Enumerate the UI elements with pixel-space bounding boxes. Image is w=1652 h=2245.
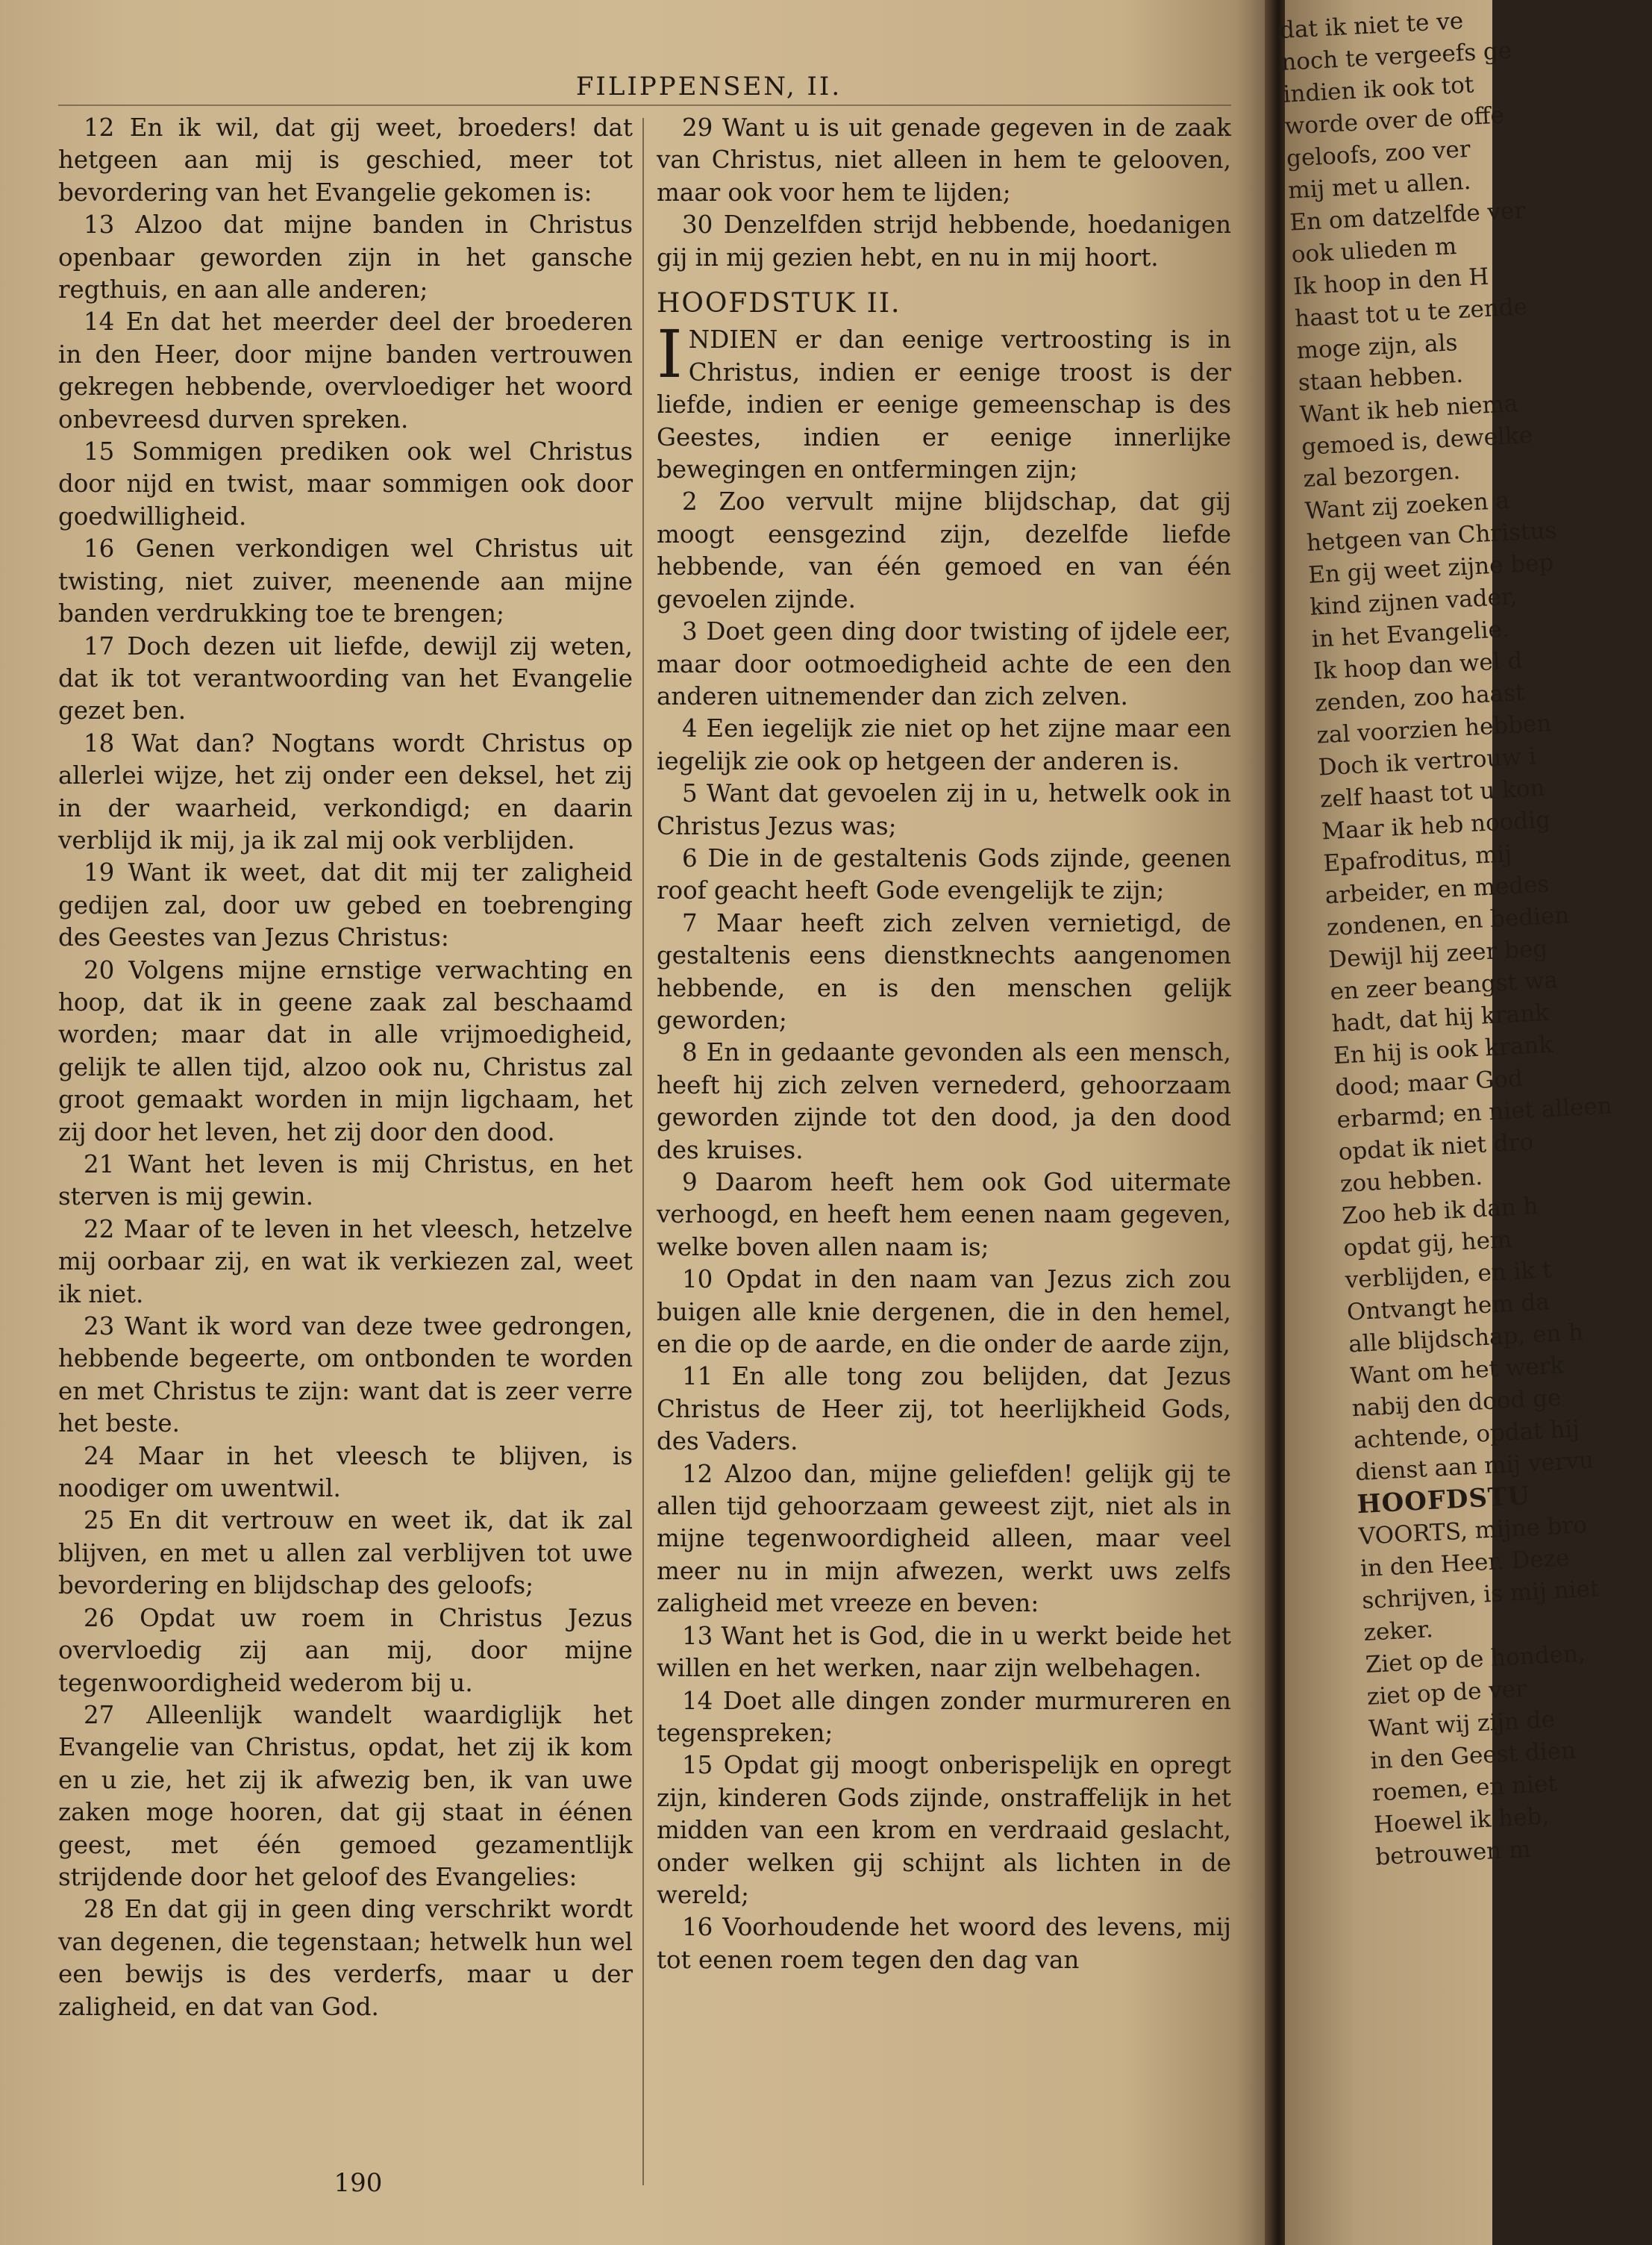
adjacent-line: indien ik ook tot: [1282, 71, 1475, 108]
adjacent-line: en zeer beangst wa: [1329, 967, 1559, 1006]
adjacent-line: kind zijnen vader,: [1309, 583, 1518, 621]
adjacent-line: HOOFDSTU: [1356, 1481, 1531, 1520]
adjacent-line: noch te vergeefs ge: [1280, 37, 1512, 76]
adjacent-line: erbarmd; en niet alleen: [1336, 1092, 1613, 1134]
adjacent-line: En hij is ook krank: [1333, 1031, 1554, 1070]
adjacent-line: zondenen, en bedien: [1326, 902, 1571, 942]
adjacent-line: nabij den dood ge: [1351, 1384, 1562, 1423]
adjacent-line: worde over de offe: [1283, 102, 1505, 140]
verse: 21 Want het leven is mij Christus, en het sterven is mij gewin.: [58, 1150, 633, 1211]
verse: 3 Doet geen ding door twisting of ijdele eer, maar door ootmoedigheid achte de een den anderen uitnemender dan zich zelven.: [657, 617, 1231, 711]
column-rule: [642, 118, 644, 2185]
adjacent-line: Want wij zijn de: [1368, 1705, 1556, 1743]
chapter-heading: HOOFDSTUK II.: [657, 288, 901, 319]
verse: 24 Maar in het vleesch te blijven, is noodiger om uwentwil.: [58, 1441, 633, 1503]
adjacent-line: alle blijdschap, en h: [1348, 1319, 1584, 1358]
adjacent-line: betrouwen m: [1374, 1835, 1532, 1871]
adjacent-line: dood; maar God: [1334, 1064, 1524, 1102]
adjacent-page-text: [1279, 2, 1615, 1873]
adjacent-line: zenden, zoo haast: [1314, 679, 1526, 717]
verse: 14 En dat het meerder deel der broederen in den Heer, door mijne banden vertrouwen gekregen hebbende, overvloediger het woord onbevreesd durven spreken.: [58, 307, 633, 434]
adjacent-page: [1279, 0, 1613, 2245]
verse: 23 Want ik word van deze twee gedrongen, hebbende begeerte, om ontbonden te worden en met Christus te zijn: want dat is zeer verre het beste.: [58, 1312, 633, 1438]
verse: 8 En in gedaante gevonden als een mensch, heeft hij zich zelven vernederd, gehoorzaam geworden zijnde tot den dood, ja den dood des kruises.: [657, 1038, 1231, 1164]
page-number: 190: [334, 2168, 383, 2198]
adjacent-line: Hoewel ik heb,: [1373, 1802, 1551, 1839]
adjacent-line: gemoed is, dewelke: [1301, 422, 1533, 461]
adjacent-line: schrijven, is mij niet: [1361, 1575, 1601, 1615]
adjacent-line: opdat ik niet dro: [1337, 1128, 1535, 1166]
verse: 9 Daarom heeft hem ook God uitermate verhoogd, en heeft hem eenen naam gegeven, welke boven allen naam is;: [657, 1168, 1231, 1261]
adjacent-line: VOORTS, mijne bro: [1357, 1511, 1588, 1551]
adjacent-line: haast tot u te zende: [1294, 293, 1528, 333]
adjacent-line: Epafroditus, mij: [1322, 840, 1512, 878]
verse: 29 Want u is uit genade gegeven in de zaak van Christus, niet alleen in hem te gelooven, maar ook voor hem te lijden;: [657, 113, 1231, 207]
adjacent-line: staan hebben.: [1297, 360, 1464, 397]
header-rule: [58, 104, 1231, 106]
verse: 13 Want het is God, die in u werkt beide het willen en het werken, naar zijn welbehagen.: [657, 1621, 1231, 1683]
verse: 25 En dit vertrouw en weet ik, dat ik zal blijven, en met u allen zal verblijven tot uwe bevordering en blijdschap des geloofs;: [58, 1506, 633, 1600]
verse: 2 Zoo vervult mijne blijdschap, dat gij moogt eensgezind zijn, dezelfde liefde hebbende, van één gemoed en van één gevoelen zijnde.: [657, 487, 1231, 613]
chapter-verses: [657, 316, 1231, 1976]
adjacent-line: Ziet op de honden,: [1364, 1640, 1586, 1679]
verse: 19 Want ik weet, dat dit mij ter zaligheid gedijen zal, door uw gebed en toebrenging des Geestes van Jezus Christus:: [58, 858, 633, 952]
adjacent-line: opdat gij, hem: [1342, 1225, 1513, 1262]
verse: 17 Doch dezen uit liefde, dewijl zij weten, dat ik tot verantwoording van het Evangelie gezet ben.: [58, 631, 633, 725]
adjacent-line: Want om het werk: [1349, 1352, 1565, 1390]
adjacent-line: zeker.: [1362, 1616, 1434, 1646]
verse: 7 Maar heeft zich zelven vernietigd, de gestaltenis eens dienstknechts aangenomen hebbende, en is den menschen gelijk geworden;: [657, 908, 1231, 1034]
verse-text: NDIEN er dan eenige vertroosting is in Christus, indien er eenige troost is der liefde, indien er eenige gemeenschap is des Geestes, indien er eenige innerlijke bewegingen en ontfermingen zijn;: [657, 325, 1231, 484]
adjacent-line: zelf haast tot u kon: [1319, 774, 1546, 814]
adjacent-line: in den Geest dien: [1369, 1737, 1577, 1775]
verse: 18 Wat dan? Nogtans wordt Christus op allerlei wijze, het zij onder een deksel, het zij in der waarheid, verkondigd; en daarin verblijd ik mij, ja ik zal mij ook verblijden.: [58, 728, 633, 855]
adjacent-line: hetgeen van Christus: [1306, 516, 1558, 558]
adjacent-line: En om datzelfde ver: [1289, 197, 1527, 237]
adjacent-line: arbeider, en medes: [1324, 870, 1551, 910]
right-column-continuation: [657, 112, 1231, 274]
adjacent-line: hadt, dat hij krank: [1330, 999, 1550, 1038]
adjacent-line: Want zij zoeken a: [1304, 487, 1510, 525]
verse: 5 Want dat gevoelen zij in u, hetwelk ook in Christus Jezus was;: [657, 779, 1231, 840]
adjacent-line: En gij weet zijne bep: [1307, 549, 1555, 589]
verse: 10 Opdat in den naam van Jezus zich zou buigen alle knie dergenen, die in den hemel, en die op de aarde, en die onder de aarde zijn,: [657, 1265, 1231, 1359]
adjacent-line: in den Heer. Deze: [1360, 1544, 1571, 1583]
adjacent-line: ziet op de ver: [1366, 1675, 1527, 1711]
adjacent-line: achtende, opdat hij: [1353, 1415, 1580, 1455]
verse: [657, 316, 1231, 486]
adjacent-line: mij met u allen.: [1287, 167, 1472, 204]
verse: 30 Denzelfden strijd hebbende, hoedanigen gij in mij gezien hebt, en nu in mij hoort.: [657, 210, 1231, 272]
left-column: [58, 112, 633, 2023]
adjacent-line: dienst aan mij vervu: [1354, 1446, 1595, 1487]
adjacent-line: Zoo heb ik dan h: [1341, 1193, 1539, 1230]
right-column: [657, 112, 1231, 1976]
book-gutter: [1265, 0, 1287, 2245]
verse: 12 En ik wil, dat gij weet, broeders! dat hetgeen aan mij is geschied, meer tot bevordering van het Evangelie gekomen is:: [58, 113, 633, 207]
adjacent-line: zal bezorgen.: [1302, 458, 1461, 493]
verse: 27 Alleenlijk wandelt waardiglijk het Evangelie van Christus, opdat, het zij ik kom en u zie, het zij ik afwezig ben, ik van uwe zaken moge hooren, dat gij staat in éénen geest, met één gemoed gezamentlijk strijdende door het geloof des Evangelies:: [58, 1700, 633, 1891]
adjacent-line: geloofs, zoo ver: [1286, 135, 1471, 172]
adjacent-line: moge zijn, als: [1295, 329, 1459, 365]
adjacent-line: dat ik niet te ve: [1279, 7, 1464, 44]
verse: 13 Alzoo dat mijne banden in Christus openbaar geworden zijn in het gansche regthuis, en aan alle anderen;: [58, 210, 633, 305]
verse: 11 En alle tong zou belijden, dat Jezus Christus de Heer zij, tot heerlijkheid Gods, des Vaders.: [657, 1362, 1231, 1456]
adjacent-line: Want ik heb niema: [1299, 390, 1519, 429]
adjacent-line: verblijden, en ik t: [1344, 1256, 1553, 1294]
verse: 15 Opdat gij moogt onberispelijk en opregt zijn, kinderen Gods zijnde, onstraffelijk in het midden van een krom en verdraaid geslacht, onder welken gij schijnt als lichten in de wereld;: [657, 1751, 1231, 1909]
adjacent-line: in het Evangelie.: [1310, 615, 1510, 653]
adjacent-line: roemen, en niet: [1371, 1770, 1558, 1807]
adjacent-line: Doch ik vertrouw i: [1317, 743, 1537, 781]
verse: 15 Sommigen prediken ook wel Christus door nijd en twist, maar sommigen ook door goedwilligheid.: [58, 437, 633, 531]
adjacent-line: zal voorzien hebben: [1315, 710, 1553, 749]
verse: 6 Die in de gestaltenis Gods zijnde, geenen roof geacht heeft Gode evengelijk te zijn;: [657, 843, 1231, 905]
running-head: FILIPPENSEN, II.: [575, 72, 842, 102]
verse: 12 Alzoo dan, mijne geliefden! gelijk gij te allen tijd gehoorzaam geweest zijt, niet als in mijne tegenwoordigheid alleen, maar veel meer nu in mijn afwezen, werkt uws zelfs zaligheid met vreeze en beven:: [657, 1459, 1231, 1618]
verse: 20 Volgens mijne ernstige verwachting en hoop, dat ik in geene zaak zal beschaamd worden; maar dat in alle vrijmoedigheid, gelijk te allen tijd, alzoo ook nu, Christus zal groot gemaakt worden in mijn ligchaam, het zij door het leven, het zij door den dood.: [58, 955, 633, 1146]
adjacent-line: Maar ik heb noodig: [1321, 806, 1551, 846]
adjacent-line: Dewijl hij zeer beg: [1327, 934, 1549, 974]
verse: 14 Doet alle dingen zonder murmureren en tegenspreken;: [657, 1686, 1231, 1747]
adjacent-line: Ik hoop dan wel d: [1312, 647, 1524, 685]
adjacent-line: ook ulieden m: [1290, 232, 1458, 269]
verse: 28 En dat gij in geen ding verschrikt wordt van degenen, die tegenstaan; hetwelk hun wel een bewijs is des verderfs, maar u der zaligheid, en dat van God.: [58, 1895, 633, 2021]
verse: 16 Voorhoudende het woord des levens, mij tot eenen roem tegen den dag van: [657, 1913, 1231, 1974]
verse: 16 Genen verkondigen wel Christus uit twisting, niet zuiver, meenende aan mijne banden verdrukking toe te brengen;: [58, 534, 633, 628]
verse: 26 Opdat uw roem in Christus Jezus overvloedig zij aan mij, door mijne tegenwoordigheid wederom bij u.: [58, 1603, 633, 1697]
verse: 4 Een iegelijk zie niet op het zijne maar een iegelijk zie ook op hetgeen der anderen is.: [657, 714, 1231, 775]
drop-cap: I: [657, 316, 683, 393]
adjacent-line: zou hebben.: [1339, 1163, 1483, 1198]
adjacent-line: Ik hoop in den H: [1292, 263, 1490, 301]
verse: 22 Maar of te leven in het vleesch, hetzelve mij oorbaar zij, en wat ik verkiezen zal, weet ik niet.: [58, 1214, 633, 1308]
adjacent-line: Ontvangt hem da: [1346, 1288, 1551, 1326]
